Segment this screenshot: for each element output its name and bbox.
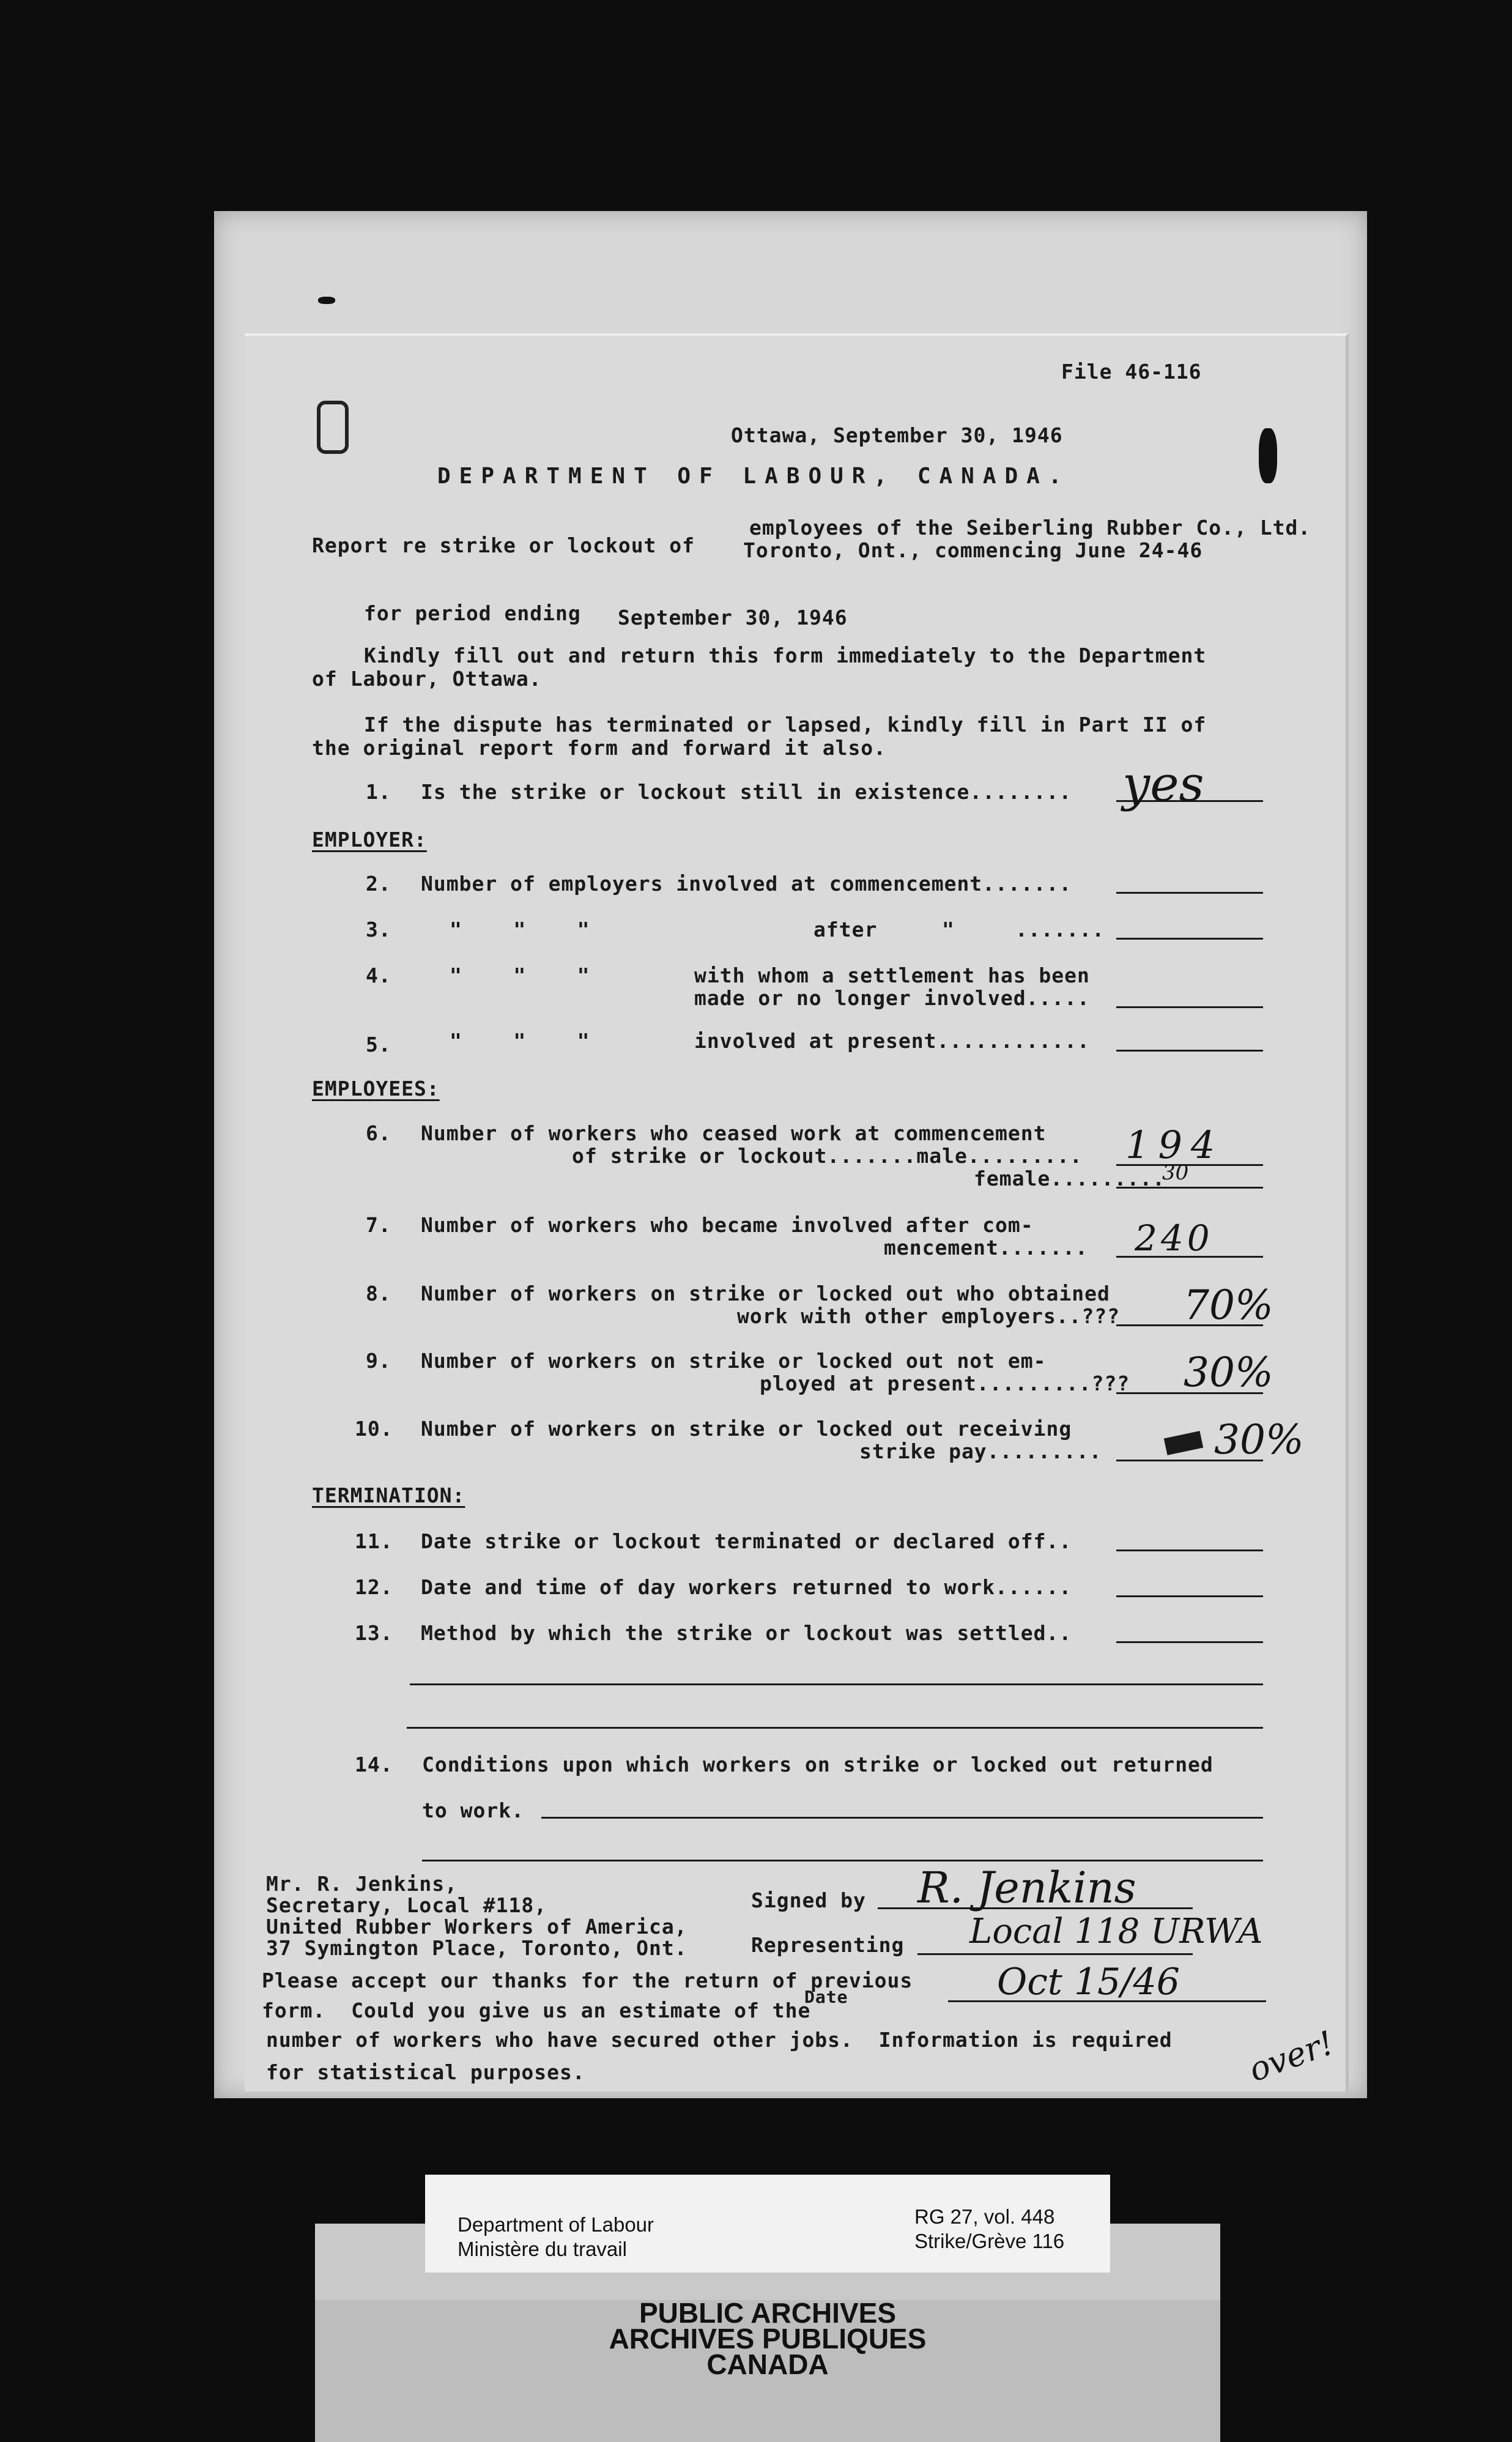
q11-number: 11. [355,1529,393,1553]
note-line-2: form. Could you give us an estimate of the [262,1999,811,2022]
department-title: DEPARTMENT OF LABOUR, CANADA. [437,464,1070,489]
date-handwritten: Oct 15/46 [997,1961,1180,2003]
q6-line-1: Number of workers who ceased work at commencement [421,1121,1047,1145]
representing-label: Representing [751,1933,905,1957]
q6-number: 6. [366,1121,391,1145]
representing-line [917,1953,1193,1955]
note-line-1: Please accept our thanks for the return of previous [262,1969,913,1992]
subject-line-2: Toronto, Ont., commencing June 24-46 [743,538,1203,562]
q3-number: 3. [366,918,391,941]
subject-line-1: employees of the Seiberling Rubber Co., Ltd. [749,516,1311,540]
q14-answer-line [541,1817,1263,1819]
q12-answer-line [1116,1595,1263,1597]
q9-line-1: Number of workers on strike or locked out not em- [421,1349,1047,1373]
staple-mark [1259,428,1277,483]
q9-answer: 30% [1184,1349,1273,1396]
q1-number: 1. [366,780,391,804]
stamp-line-1: PUBLIC ARCHIVES [639,2297,896,2329]
q3-ditto-2: " [942,918,955,941]
q1-answer: yes [1122,755,1204,812]
instruction-1b: of Labour, Ottawa. [312,667,542,691]
stamp-line-3: CANADA [706,2348,829,2380]
file-number: File 46-116 [1061,360,1202,384]
address-line-3: United Rubber Workers of America, [266,1915,687,1939]
label-dept-en: Department of Labour [458,2213,654,2236]
q8-line-1: Number of workers on strike or locked out who obtained [421,1282,1110,1305]
employees-heading: EMPLOYEES: [312,1077,440,1100]
q7-answer: 240 [1135,1217,1214,1259]
q13-text: Method by which the strike or lockout was settled.. [421,1621,1072,1645]
q11-text: Date strike or lockout terminated or declared off.. [421,1529,1072,1553]
label-ref-2: Strike/Grève 116 [914,2230,1065,2252]
q5-answer-line [1116,1050,1263,1052]
q5-number: 5. [366,1033,391,1056]
q3-ditto: " " " [450,918,590,941]
q2-number: 2. [366,872,391,896]
q13-number: 13. [355,1621,393,1645]
address-line-2: Secretary, Local #118, [266,1893,547,1917]
employer-heading: EMPLOYER: [312,828,427,852]
signed-by-label: Signed by [751,1888,866,1912]
q6-answer-female: 30 [1162,1160,1189,1185]
q4-line-1: with whom a settlement has been [694,963,1090,987]
q10-line-1: Number of workers on strike or locked out receiving [421,1417,1072,1441]
q4-ditto: " " " [450,963,590,987]
q3-dots: ....... [1015,918,1105,941]
stamp-line-2: ARCHIVES PUBLIQUES [609,2323,927,2355]
representing-handwritten: Local 118 URWA [969,1912,1263,1951]
q12-text: Date and time of day workers returned to work...... [421,1575,1072,1599]
period-value: September 30, 1946 [618,606,848,629]
label-ref-1: RG 27, vol. 448 [914,2205,1055,2228]
q1-text: Is the strike or lockout still in existence........ [421,780,1072,804]
q7-number: 7. [366,1213,391,1237]
ink-spot [318,297,335,304]
address-line-4: 37 Symington Place, Toronto, Ont. [266,1936,687,1960]
q4-line-2: made or no longer involved..... [694,986,1090,1010]
note-line-4: for statistical purposes. [266,2060,585,2084]
q3-answer-line [1116,938,1263,940]
q10-number: 10. [355,1417,393,1441]
address-line-1: Mr. R. Jenkins, [266,1872,458,1896]
q11-answer-line [1116,1549,1263,1551]
label-dept-fr: Ministère du travail [458,2238,627,2260]
q14-line-3 [422,1860,1263,1861]
q13-line-3 [407,1727,1263,1729]
over-note-handwritten: over! [1243,2023,1339,2090]
termination-heading: TERMINATION: [312,1483,465,1507]
q8-line-2: work with other employers..??? [737,1304,1121,1328]
period-label: for period ending [364,601,581,625]
q13-answer-line [1116,1641,1263,1643]
q2-text: Number of employers involved at commencement....... [421,872,1072,896]
q5-ditto: " " " [450,1029,590,1053]
q14-number: 14. [355,1753,393,1776]
q4-number: 4. [366,963,391,987]
q5-text: involved at present............ [694,1029,1090,1053]
q6-female-line [1116,1187,1263,1189]
q8-answer: 70% [1184,1282,1273,1329]
q9-number: 9. [366,1349,391,1373]
q6-line-2: of strike or lockout.......male......... [572,1144,1083,1168]
q7-line-2: mencement....... [884,1236,1088,1260]
clip-mark [317,401,349,454]
note-line-3: number of workers who have secured other jobs. Information is required [266,2028,1173,2052]
signature-handwritten: R. Jenkins [917,1863,1136,1913]
report-date: Ottawa, September 30, 1946 [731,423,1063,447]
q13-line-2 [410,1683,1263,1685]
q14-line-1: Conditions upon which workers on strike or locked out returned [422,1753,1214,1776]
instruction-2a: If the dispute has terminated or lapsed, kindly fill in Part II of [364,713,1207,737]
q6-line-3: female......... [974,1167,1166,1190]
q3-text: after [813,918,878,941]
q8-number: 8. [366,1282,391,1305]
q7-line-1: Number of workers who became involved after com- [421,1213,1034,1237]
date-label: Date [804,1987,848,2007]
q12-number: 12. [355,1575,393,1599]
instruction-1a: Kindly fill out and return this form immediately to the Department [364,644,1207,667]
q9-line-2: ployed at present.........??? [760,1371,1130,1395]
q10-answer: 30% [1214,1416,1304,1463]
report-prefix: Report re strike or lockout of [312,533,695,557]
report-form-sheet [245,333,1349,2091]
q6-answer-male: 194 [1125,1123,1224,1167]
q2-answer-line [1116,892,1263,894]
instruction-2b: the original report form and forward it also. [312,736,887,760]
q14-line-2: to work. [422,1798,524,1822]
q4-answer-line [1116,1006,1263,1008]
q10-line-2: strike pay......... [859,1439,1102,1463]
